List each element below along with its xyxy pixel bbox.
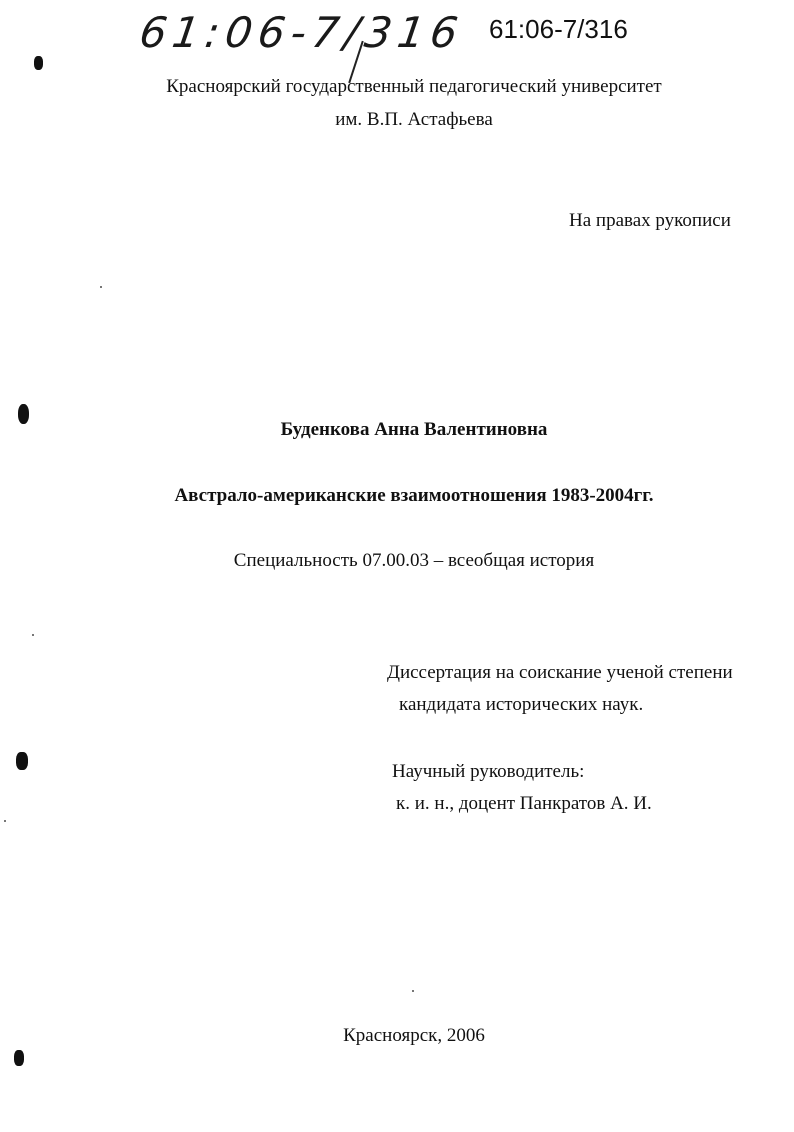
degree-line1: Диссертация на соискание ученой степени <box>387 662 733 683</box>
handwritten-archive-code: 61:06-7/316 <box>136 8 467 57</box>
author-name: Буденкова Анна Валентиновна <box>280 419 548 440</box>
city-year: Красноярск, 2006 <box>343 1025 485 1046</box>
university-name-line2: им. В.П. Астафьева <box>335 109 493 130</box>
rights-note: На правах рукописи <box>569 210 731 231</box>
archive-stamp-code: 61:06-7/316 <box>489 14 628 44</box>
dissertation-title: Австрало-американские взаимоотношения 1983-2004гг. <box>174 485 654 506</box>
supervisor-label: Научный руководитель: <box>392 761 585 782</box>
scan-mark <box>14 1050 24 1066</box>
scan-speck <box>32 634 34 636</box>
scan-mark <box>18 404 29 424</box>
university-name: Красноярский государственный педагогический университет <box>166 76 662 97</box>
scan-speck <box>100 286 102 288</box>
scan-mark <box>34 56 43 70</box>
scan-speck <box>4 820 6 822</box>
scan-speck <box>412 990 414 992</box>
degree-line2: кандидата исторических наук. <box>399 694 644 715</box>
specialty-line: Специальность 07.00.03 – всеобщая история <box>233 550 595 571</box>
supervisor-name: к. и. н., доцент Панкратов А. И. <box>396 793 652 814</box>
scan-mark <box>16 752 28 770</box>
